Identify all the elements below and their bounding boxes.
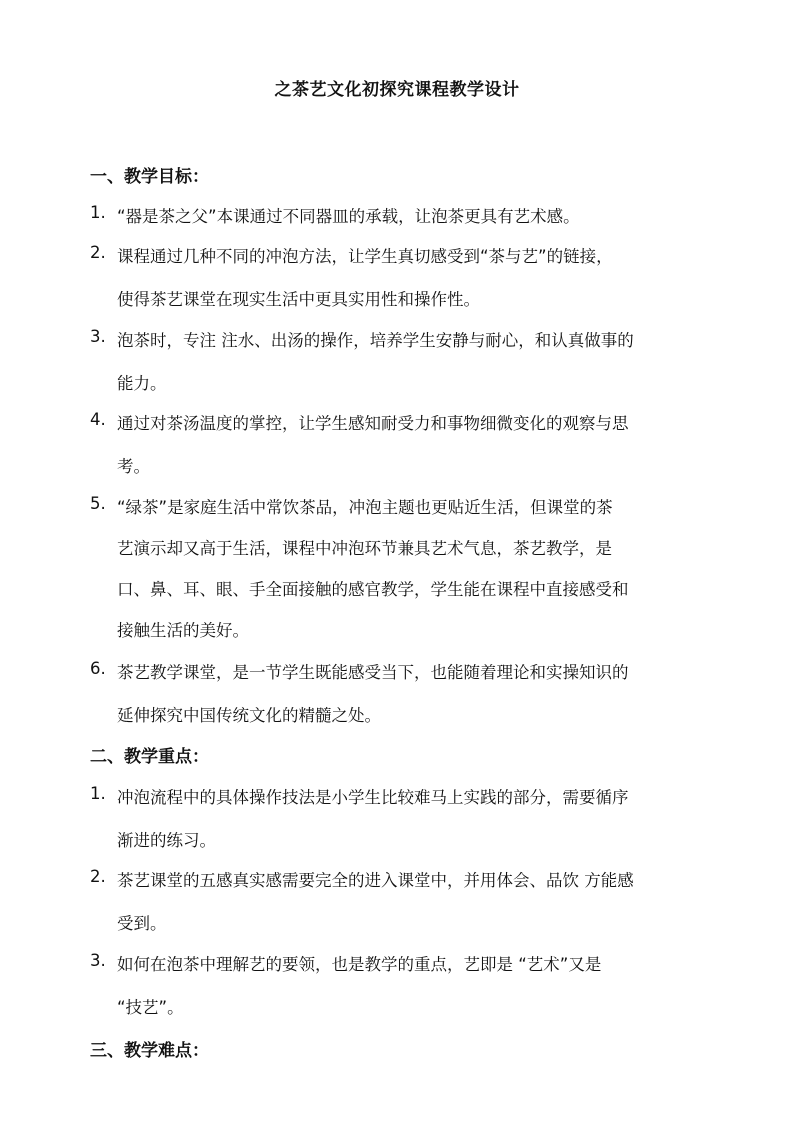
item-text-line: 茶艺课堂的五感真实感需要完全的进入课堂中，并用体会、品饮 方能感 (117, 871, 634, 890)
item-text-line: 考。 (117, 457, 150, 476)
item-text-line: 泡茶时，专注 注水、出汤的操作，培养学生安静与耐心，和认真做事的 (117, 331, 634, 350)
item-text-line: “技艺”。 (117, 998, 184, 1017)
item-number: 4. (90, 410, 106, 429)
item-text-line: 使得茶艺课堂在现实生活中更具实用性和操作性。 (117, 290, 480, 309)
item-text-line: 渐进的练习。 (117, 831, 216, 850)
item-text-line: “绿茶”是家庭生活中常饮茶品，冲泡主题也更贴近生活，但课堂的茶 (117, 498, 613, 517)
item-number: 1. (90, 203, 106, 222)
item-text-line: 口、鼻、耳、眼、手全面接触的感官教学，学生能在课程中直接感受和 (117, 580, 629, 599)
item-text-line: 能力。 (117, 374, 167, 393)
item-number: 3. (90, 327, 106, 346)
section-heading-difficulties: 三、教学难点： (90, 1041, 209, 1061)
item-text-line: 茶艺教学课堂，是一节学生既能感受当下，也能随着理论和实操知识的 (117, 663, 629, 682)
item-text-line: 受到。 (117, 914, 167, 933)
document-title: 之茶艺文化初探究课程教学设计 (274, 80, 520, 100)
item-text-line: 艺演示却又高于生活，课程中冲泡环节兼具艺术气息，茶艺教学，是 (117, 539, 612, 558)
item-number: 3. (90, 951, 106, 970)
item-number: 6. (90, 659, 106, 678)
item-text-line: 冲泡流程中的具体操作技法是小学生比较难马上实践的部分，需要循序 (117, 788, 629, 807)
section-heading-objectives: 一、教学目标： (90, 167, 209, 187)
item-text-line: 延伸探究中国传统文化的精髓之处。 (117, 706, 381, 725)
item-text-line: 接触生活的美好。 (117, 621, 249, 640)
section-heading-key-points: 二、教学重点： (90, 747, 209, 767)
item-number: 1. (90, 784, 106, 803)
item-text-line: 通过对茶汤温度的掌控，让学生感知耐受力和事物细微变化的观察与思 (117, 414, 629, 433)
item-text-line: “器是茶之父”本课通过不同器皿的承载，让泡茶更具有艺术感。 (117, 207, 580, 226)
item-number: 2. (90, 867, 106, 886)
item-number: 2. (90, 243, 106, 262)
item-text-line: 如何在泡茶中理解艺的要领，也是教学的重点，艺即是 “艺术”又是 (117, 955, 602, 974)
item-text-line: 课程通过几种不同的冲泡方法，让学生真切感受到“茶与艺”的链接， (117, 247, 613, 266)
item-number: 5. (90, 494, 106, 513)
